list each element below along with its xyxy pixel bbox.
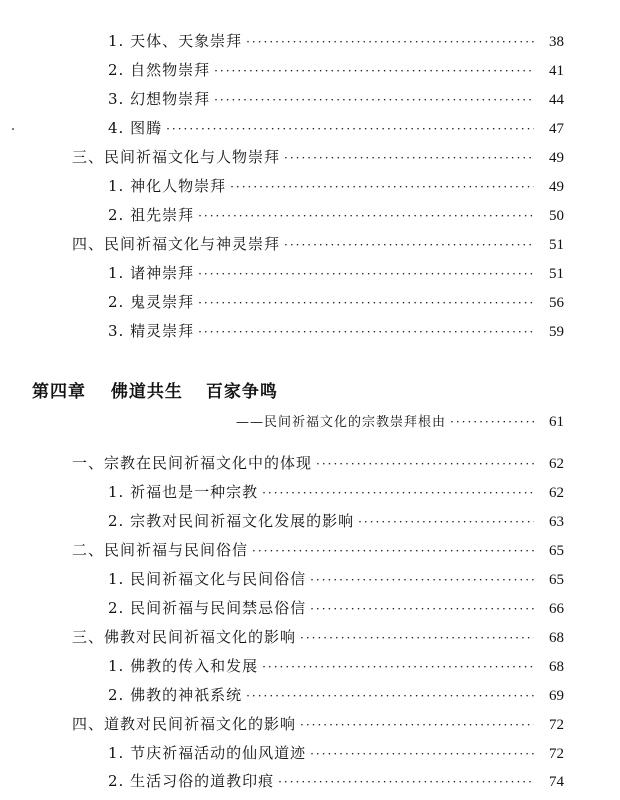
toc-entry-title: 2. 自然物崇拜 [108,61,211,79]
chapter-subtitle-row[interactable] [236,411,564,433]
toc-entry-page: 62 [549,485,564,501]
toc-entry[interactable] [108,175,564,197]
toc-section-page: 62 [549,456,564,472]
toc-entry-page: 41 [549,63,564,79]
toc-entry-page: 74 [549,774,564,790]
leader-dots [300,627,534,648]
toc-entry-page: 44 [549,92,564,108]
leader-dots [310,598,534,619]
toc-entry-title: 1. 佛教的传入和发展 [108,657,259,675]
leader-dots [246,685,534,706]
chapter-title: 佛道共生 百家争鸣 [110,382,278,402]
toc-entry[interactable] [108,742,564,764]
leader-dots [230,176,534,197]
toc-section-page: 49 [549,150,564,166]
toc-entry[interactable] [108,770,564,792]
toc-entry-page: 63 [549,514,564,530]
chapter-heading[interactable] [32,380,278,404]
leader-dots [198,321,534,342]
toc-entry-page: 66 [549,601,564,617]
toc-section-page: 72 [549,717,564,733]
toc-entry-title: 4. 图腾 [108,119,163,137]
leader-dots [358,511,534,532]
toc-entry-page: 51 [549,266,564,282]
leader-dots [252,540,534,561]
toc-entry[interactable] [108,59,564,81]
toc-section[interactable] [72,626,564,648]
toc-entry-title: 2. 鬼灵崇拜 [108,293,195,311]
toc-entry[interactable] [108,597,564,619]
toc-entry-title: 1. 天体、天象崇拜 [108,32,243,50]
toc-entry-title: 2. 祖先崇拜 [108,206,195,224]
leader-dots [284,234,534,255]
toc-entry-page: 69 [549,688,564,704]
toc-section-page: 68 [549,630,564,646]
toc-entry-page: 38 [549,34,564,50]
toc-entry-title: 1. 节庆祈福活动的仙风道迹 [108,744,307,762]
leader-dots [166,118,534,139]
toc-entry-page: 65 [549,572,564,588]
scan-speck [12,128,14,130]
toc-entry[interactable] [108,204,564,226]
toc-entry[interactable] [108,262,564,284]
toc-section-title: 三、民间祈福文化与人物崇拜 [72,148,281,166]
toc-entry-title: 1. 诸神崇拜 [108,264,195,282]
chapter-number: 第四章 [32,382,86,402]
toc-entry[interactable] [108,481,564,503]
chapter-page: 61 [549,414,564,430]
leader-dots [198,292,534,313]
toc-entry-page: 49 [549,179,564,195]
toc-entry[interactable] [108,291,564,313]
toc-section[interactable] [72,452,564,474]
chapter-subtitle: ——民间祈福文化的宗教崇拜根由 [236,415,447,430]
toc-section[interactable] [72,713,564,735]
leader-dots [198,263,534,284]
leader-dots [214,60,534,81]
leader-dots [284,147,534,168]
toc-section[interactable] [72,146,564,168]
toc-entry-title: 1. 祈福也是一种宗教 [108,483,259,501]
toc-entry-title: 3. 精灵崇拜 [108,322,195,340]
toc-entry[interactable] [108,684,564,706]
toc-entry-page: 56 [549,295,564,311]
toc-section-title: 二、民间祈福与民间俗信 [72,541,249,559]
toc-entry-page: 50 [549,208,564,224]
toc-entry[interactable] [108,510,564,532]
toc-section-title: 三、佛教对民间祈福文化的影响 [72,628,297,646]
toc-entry-page: 68 [549,659,564,675]
leader-dots [262,656,534,677]
leader-dots [310,743,534,764]
toc-section[interactable] [72,233,564,255]
leader-dots [316,453,534,474]
toc-entry-title: 1. 民间祈福文化与民间俗信 [108,570,307,588]
leader-dots [262,482,534,503]
toc-entry[interactable] [108,30,564,52]
toc-entry-page: 72 [549,746,564,762]
toc-entry-title: 3. 幻想物崇拜 [108,90,211,108]
leader-dots [278,771,534,792]
toc-entry-title: 1. 神化人物崇拜 [108,177,227,195]
toc-section-title: 四、道教对民间祈福文化的影响 [72,715,297,733]
toc-entry[interactable] [108,320,564,342]
toc-entry[interactable] [108,117,564,139]
toc-section-page: 51 [549,237,564,253]
toc-section-title: 一、宗教在民间祈福文化中的体现 [72,454,313,472]
toc-entry-title: 2. 生活习俗的道教印痕 [108,772,275,790]
toc-entry-title: 2. 民间祈福与民间禁忌俗信 [108,599,307,617]
leader-dots [246,31,534,52]
toc-section-title: 四、民间祈福文化与神灵崇拜 [72,235,281,253]
toc-entry-page: 59 [549,324,564,340]
cut-off-next-line [100,795,220,800]
toc-entry-title: 2. 佛教的神祇系统 [108,686,243,704]
toc-section-page: 65 [549,543,564,559]
toc-entry[interactable] [108,88,564,110]
leader-dots [450,411,534,433]
toc-entry-page: 47 [549,121,564,137]
leader-dots [214,89,534,110]
toc-section[interactable] [72,539,564,561]
toc-entry[interactable] [108,655,564,677]
toc-entry-title: 2. 宗教对民间祈福文化发展的影响 [108,512,355,530]
leader-dots [300,714,534,735]
toc-entry[interactable] [108,568,564,590]
leader-dots [310,569,534,590]
leader-dots [198,205,534,226]
